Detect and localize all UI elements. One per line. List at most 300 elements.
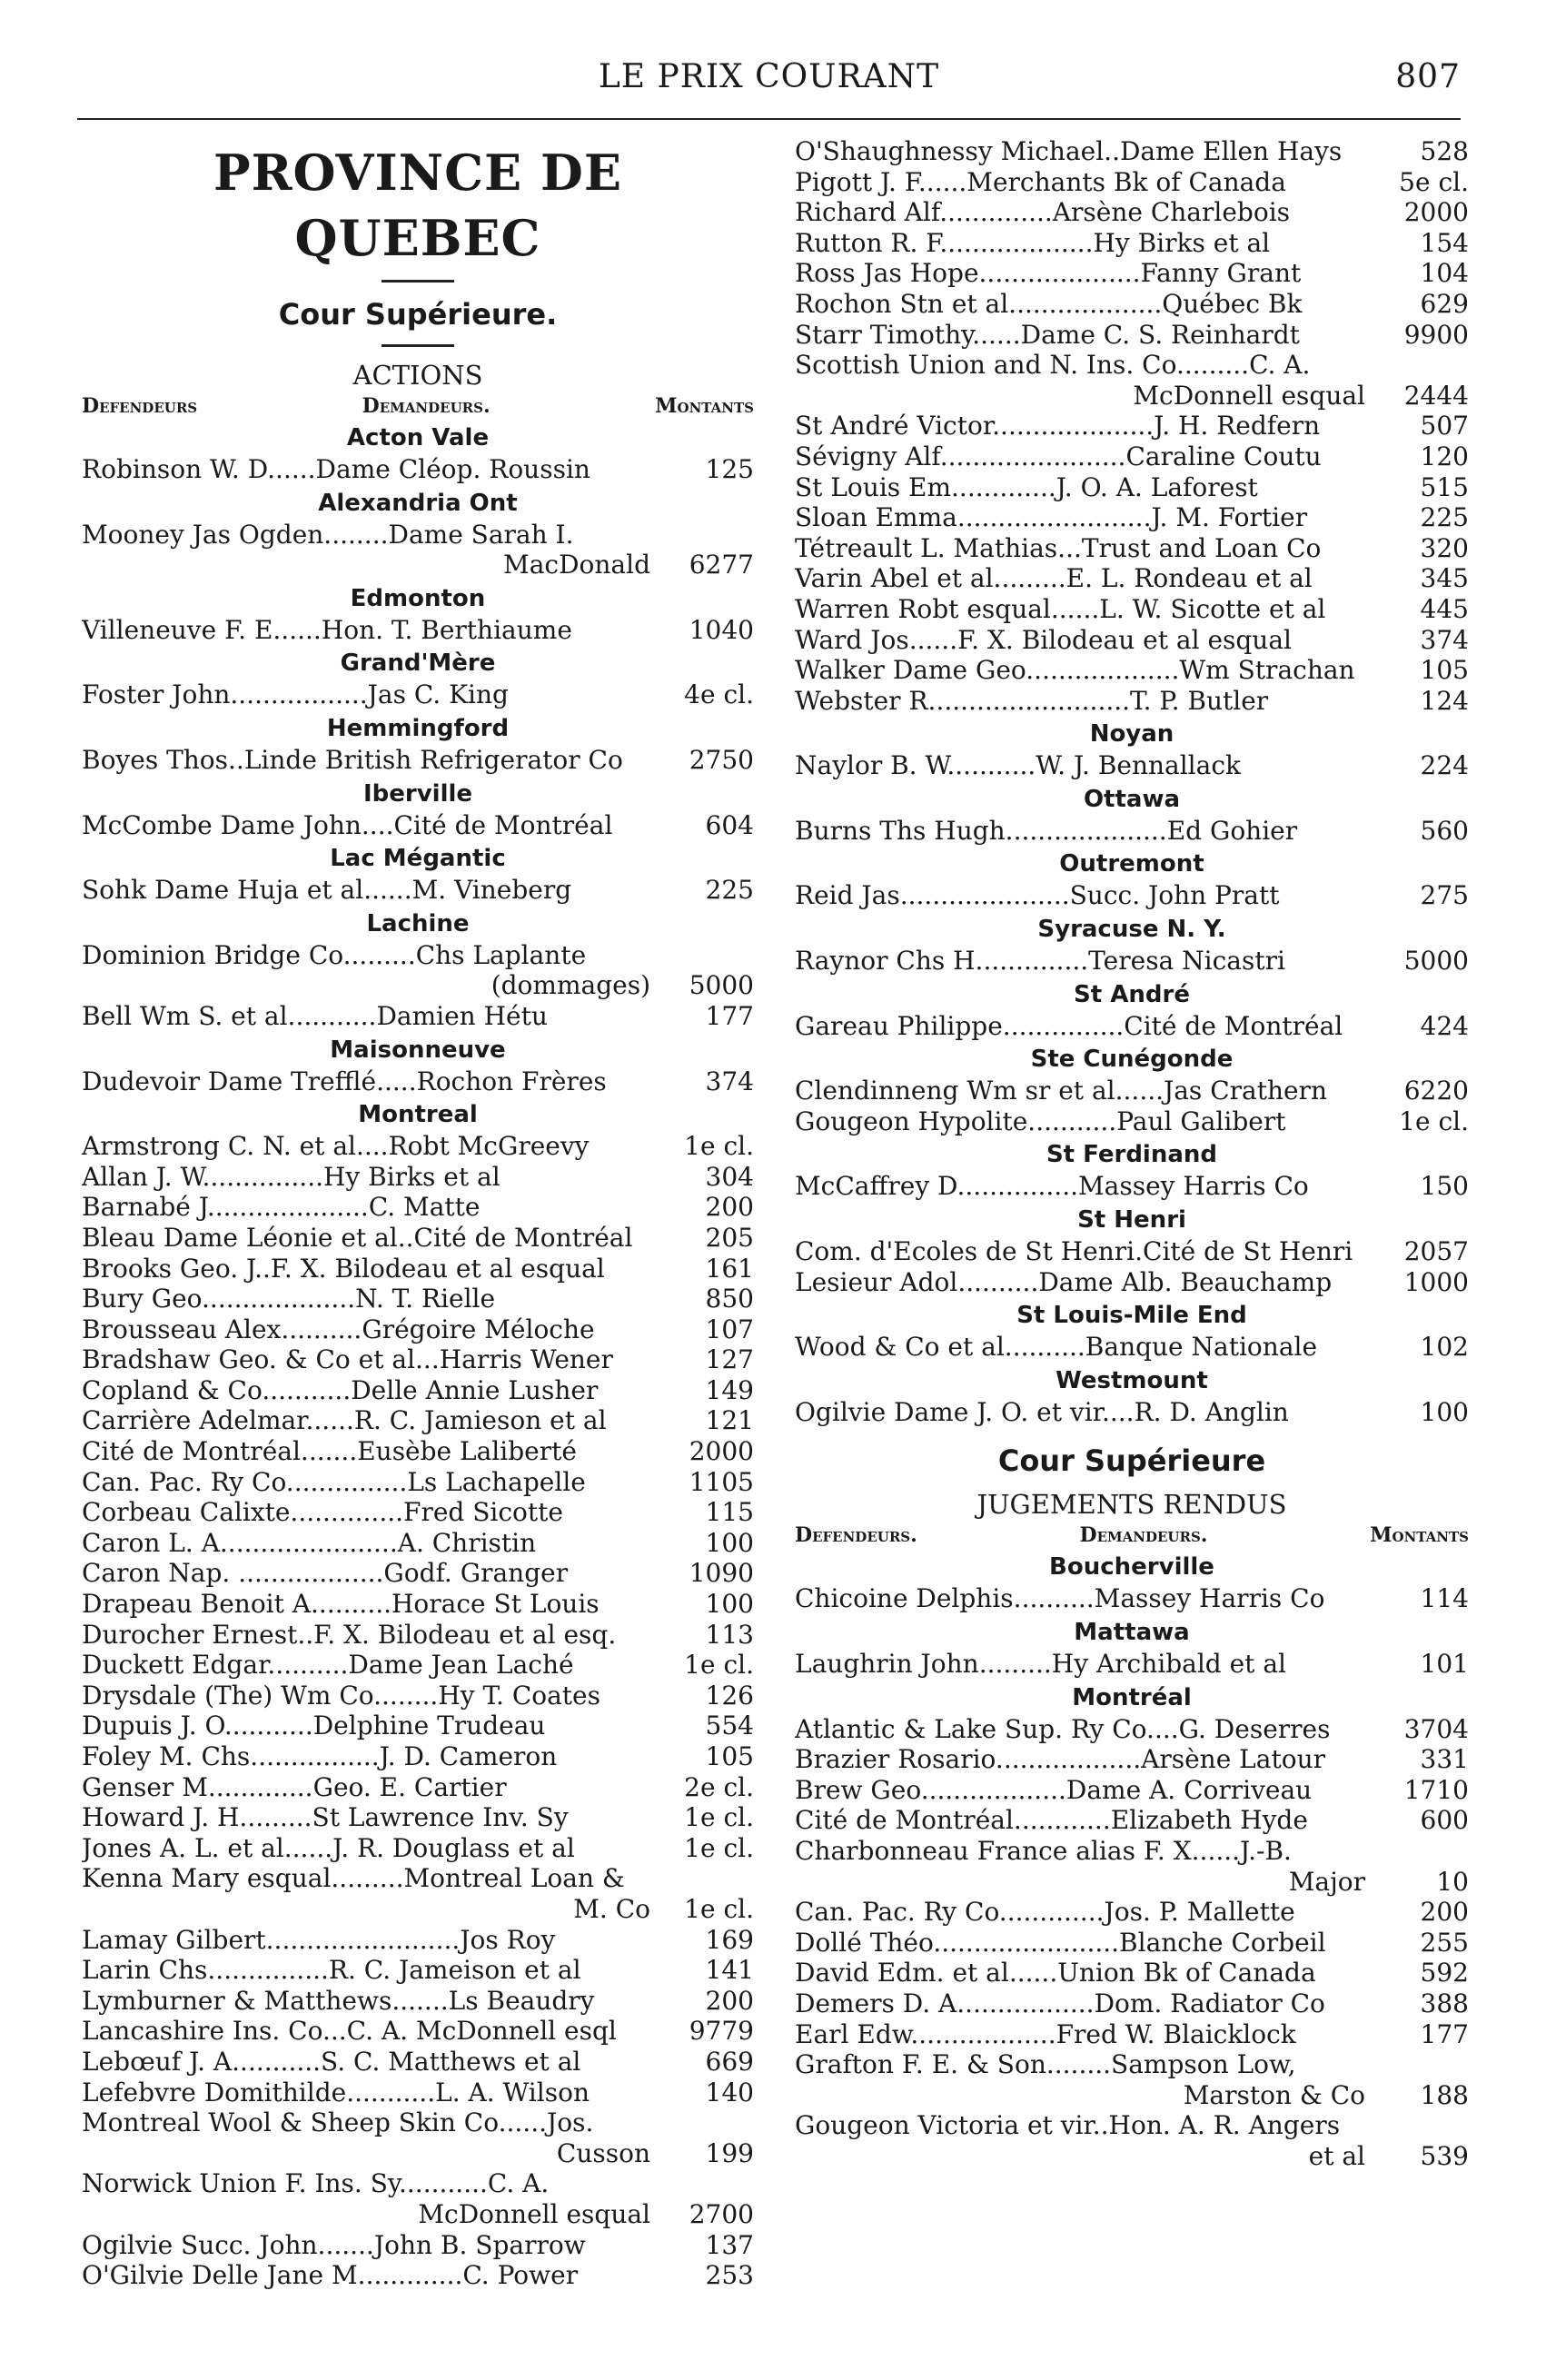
entry-text: Ogilvie Dame J. O. et vir....R. D. Anglin [795,1396,1289,1427]
list-item [82,1066,754,1097]
entry-text: Charbonneau France alias F. X......J.-B. [795,1835,1292,1866]
list-item [82,1375,754,1406]
list-item [82,520,754,550]
list-item [795,1897,1469,1928]
defendeurs-heading: Defendeurs. [795,1523,917,1548]
list-item [82,1772,754,1803]
entry-text: Norwick Union F. Ins. Sy...........C. A. [82,2168,550,2199]
entry-amount: 154 [1420,227,1469,258]
entry-text: McDonnell esqual [418,2198,650,2229]
list-item [82,2107,754,2138]
entry-amount: 225 [705,875,754,906]
entry-text: Foley M. Chs................J. D. Cameron [82,1741,558,1771]
entry-amount: 200 [705,1985,754,2016]
list-item [82,2016,754,2047]
list-item-continuation [82,550,754,580]
list-item [795,1714,1469,1745]
place-heading: Alexandria Ont [318,489,518,517]
journal-title: LE PRIX COURANT [598,58,940,95]
entry-amount: 177 [1420,2018,1469,2049]
list-item [795,136,1469,167]
entry-text: Lymburner & Matthews.......Ls Beaudry [82,1985,595,2016]
list-item [795,594,1469,625]
entry-text: McDonnell esqual [1133,380,1365,411]
entry-amount: 141 [705,1955,754,1986]
entry-text: Scottish Union and N. Ins. Co.........C. A. [795,350,1311,381]
list-item [82,1223,754,1254]
place-heading: Lac Mégantic [330,845,506,873]
entry-text: Caron Nap. ..................Godf. Granger [82,1558,569,1589]
entry-text: Reid Jas.....................Succ. John Pratt [795,880,1280,911]
place-heading: Lachine [366,909,470,937]
list-item [82,1925,754,1956]
entry-amount: 255 [1420,1927,1469,1958]
list-item [82,940,754,971]
entry-text: Mooney Jas Ogden........Dame Sarah I. [82,519,574,550]
judgments-heading: JUGEMENTS RENDUS [976,1489,1287,1521]
entry-text: Can. Pac. Ry Co.............Jos. P. Mallette [795,1897,1295,1928]
entry-amount: 102 [1420,1332,1469,1363]
entry-text: Sohk Dame Huja et al......M. Vineberg [82,875,572,906]
place-heading: Edmonton [350,584,486,612]
entry-text: Lesieur Adol..........Dame Alb. Beauchamp [795,1266,1333,1297]
list-item [795,563,1469,594]
list-item [82,1681,754,1711]
entry-text: Naylor B. W...........W. J. Bennallack [795,750,1241,781]
list-item [795,946,1469,977]
place-heading: Mattawa [1074,1619,1190,1646]
entry-text: Laughrin John.........Hy Archibald et al [795,1649,1286,1679]
entry-text: Grafton F. E. & Son........Sampson Low, [795,2049,1296,2080]
entry-amount: 125 [705,454,754,484]
entry-amount: 1e cl. [1399,1106,1469,1136]
entry-amount: 253 [705,2260,754,2291]
list-item [795,1744,1469,1775]
entry-amount: 121 [705,1405,754,1436]
list-item [82,1558,754,1589]
entry-amount: 331 [1420,1744,1469,1775]
list-item [82,1711,754,1741]
entry-text: St André Victor....................J. H. Redfern [795,411,1321,441]
entry-text: Major [1288,1866,1365,1897]
entry-text: Brazier Rosario..................Arsène Latour [795,1744,1325,1775]
entry-text: Boyes Thos..Linde British Refrigerator Co [82,744,623,775]
entry-amount: 374 [1420,624,1469,655]
court-heading-2: Cour Supérieure [997,1443,1266,1479]
entry-amount: 105 [1420,655,1469,686]
entry-text: Ogilvie Succ. John.......John B. Sparrow [82,2229,586,2260]
list-item [795,502,1469,533]
place-heading: St Louis-Mile End [1016,1302,1247,1330]
montants-heading: Montants [655,394,754,418]
list-item [795,1332,1469,1363]
list-item [82,1162,754,1193]
list-item-continuation [795,2080,1469,2111]
entry-text: Howard J. H.........St Lawrence Inv. Sy [82,1802,569,1833]
list-item [795,686,1469,717]
defendeurs-heading: Defendeurs [82,394,198,418]
montants-heading: Montants [1370,1523,1469,1548]
list-item [82,1314,754,1345]
entry-text: David Edm. et al......Union Bk of Canada [795,1958,1316,1988]
entry-text: Carrière Adelmar......R. C. Jamieson et al [82,1405,607,1436]
list-item [82,1436,754,1467]
place-heading: Acton Vale [346,424,490,451]
entry-amount: 388 [1420,1988,1469,2018]
right-top-entries [795,136,1469,716]
entry-amount: 1090 [689,1558,754,1589]
list-item [795,533,1469,564]
entry-amount: 4e cl. [684,679,754,710]
entry-amount: 1040 [689,614,754,645]
entry-amount: 1710 [1403,1774,1469,1805]
entry-amount: 2057 [1403,1236,1469,1267]
entry-amount: 149 [705,1374,754,1405]
list-item [82,1955,754,1986]
list-item [795,472,1469,503]
divider [382,344,454,347]
entry-amount: 528 [1420,136,1469,166]
list-item [795,1106,1469,1137]
right-sections-2 [795,1552,1469,2171]
list-item [82,615,754,646]
list-item [82,1131,754,1162]
list-item [82,454,754,485]
entry-text: Cité de Montréal............Elizabeth Hyde [795,1805,1308,1836]
entry-text: Marston & Co [1183,2079,1365,2110]
entry-amount: 554 [705,1711,754,1741]
entry-text: Atlantic & Lake Sup. Ry Co....G. Deserres [795,1713,1331,1744]
entry-text: O'Gilvie Delle Jane M.............C. Power [82,2260,579,2291]
entry-text: Earl Edw..................Fred W. Blaicklock [795,2018,1296,2049]
entry-amount: 126 [705,1680,754,1711]
list-item [795,1988,1469,2019]
entry-amount: 515 [1420,471,1469,502]
entry-text: Demers D. A.................Dom. Radiator Co [795,1988,1325,2018]
entry-amount: 374 [705,1066,754,1096]
list-item [82,1192,754,1223]
list-item [82,1802,754,1833]
entry-text: Kenna Mary esqual.........Montreal Loan & [82,1863,625,1894]
entry-amount: 604 [705,809,754,840]
entry-amount: 100 [705,1589,754,1620]
place-heading: Ste Cunégonde [1030,1046,1234,1074]
list-item-continuation [795,381,1469,412]
entry-amount: 1e cl. [684,1802,754,1833]
entry-text: (dommages) [491,970,650,1001]
entry-text: St Louis Em.............J. O. A. Laforest [795,471,1258,502]
entry-amount: 225 [1420,502,1469,533]
entry-text: Durocher Ernest..F. X. Bilodeau et al esq. [82,1619,617,1650]
place-heading: Outremont [1059,850,1204,878]
list-item [82,1528,754,1559]
place-heading: Iberville [362,779,473,808]
entry-text: O'Shaughnessy Michael..Dame Ellen Hays [795,136,1343,166]
list-item [82,1833,754,1864]
entry-text: Copland & Co...........Delle Annie Lusher [82,1374,599,1405]
entry-amount: 5000 [689,970,754,1001]
list-item [82,1497,754,1528]
list-item [795,350,1469,381]
list-item [82,1405,754,1436]
list-item [82,1650,754,1681]
entry-text: Bell Wm S. et al...........Damien Hétu [82,1000,548,1031]
entry-text: Brooks Geo. J..F. X. Bilodeau et al esqual [82,1253,605,1284]
list-item [82,2260,754,2291]
list-item [82,1344,754,1375]
entry-amount: 539 [1420,2140,1469,2171]
entry-amount: 127 [705,1344,754,1375]
entry-amount: 1e cl. [684,1131,754,1162]
place-heading: Westmount [1056,1366,1208,1394]
entry-text: Bury Geo...................N. T. Rielle [82,1284,496,1314]
entry-amount: 445 [1420,593,1469,624]
entry-text: Gougeon Victoria et vir..Hon. A. R. Angers [795,2110,1341,2141]
entry-text: M. Co [573,1893,650,1924]
entry-amount: 140 [705,2077,754,2107]
entry-text: Caron L. A......................A. Christin [82,1527,537,1558]
entry-text: Armstrong C. N. et al....Robt McGreevy [82,1131,590,1162]
entry-text: McCombe Dame John....Cité de Montréal [82,809,613,840]
list-item [82,1589,754,1620]
entry-amount: 104 [1420,258,1469,289]
entry-text: Clendinneng Wm sr et al......Jas Crathern [795,1076,1327,1106]
place-heading: Hemmingford [326,714,510,742]
entry-amount: 600 [1420,1805,1469,1836]
entry-text: Can. Pac. Ry Co...............Ls Lachapelle [82,1466,586,1497]
place-heading: Noyan [1089,720,1174,749]
list-item [82,1620,754,1651]
list-item [795,2049,1469,2080]
entry-amount: 320 [1420,532,1469,563]
entry-text: Raynor Chs H..............Teresa Nicastri [795,946,1285,977]
entry-amount: 205 [705,1222,754,1253]
entry-amount: 113 [705,1619,754,1650]
page-header [77,56,1461,102]
entry-amount: 3704 [1403,1713,1469,1744]
list-item [795,750,1469,781]
list-item [795,1649,1469,1680]
list-item-continuation [82,2199,754,2230]
list-item [795,289,1469,320]
entry-text: Cusson [556,2137,650,2168]
court-heading: Cour Supérieure. [278,297,558,332]
entry-text: Jones A. L. et al......J. R. Douglass et al [82,1832,575,1863]
entry-amount: 304 [705,1161,754,1192]
entry-text: Com. d'Ecoles de St Henri.Cité de St Henri [795,1236,1353,1267]
entry-text: Webster R.........................T. P. Butler [795,685,1269,716]
entry-amount: 592 [1420,1958,1469,1988]
entry-text: Villeneuve F. E......Hon. T. Berthiaume [82,614,572,645]
entry-text: Warren Robt esqual......L. W. Sicotte et al [795,593,1326,624]
entry-amount: 188 [1420,2079,1469,2110]
entry-text: Lancashire Ins. Co...C. A. McDonnell esql [82,2016,617,2047]
place-heading: Ottawa [1083,785,1181,813]
list-item [795,2110,1469,2141]
entry-amount: 115 [705,1497,754,1528]
entry-amount: 200 [705,1192,754,1223]
entry-text: Dollé Théo.......................Blanche Corbeil [795,1927,1326,1958]
list-item [82,2047,754,2078]
list-item [795,1011,1469,1042]
demandeurs-heading: Demandeurs. [1079,1523,1208,1548]
place-heading: St Henri [1077,1206,1186,1235]
entry-amount: 124 [1420,685,1469,716]
entry-text: Walker Dame Geo...................Wm Strachan [795,655,1355,686]
list-item [795,258,1469,289]
entry-amount: 169 [705,1924,754,1955]
entry-amount: 107 [705,1314,754,1344]
list-item [795,1958,1469,1988]
page-number: 807 [1395,58,1461,95]
place-heading: Syracuse N. Y. [1037,916,1226,944]
list-item [795,1397,1469,1428]
province-heading: PROVINCE DE QUEBEC [213,144,622,267]
entry-text: Brousseau Alex..........Grégoire Méloche [82,1314,595,1344]
place-heading: Montreal [358,1101,478,1129]
entry-text: Tétreault L. Mathias...Trust and Loan Co [795,532,1322,563]
entry-text: Pigott J. F......Merchants Bk of Canada [795,166,1286,197]
list-item [795,1836,1469,1867]
entry-amount: 2750 [689,744,754,775]
entry-text: Ross Jas Hope....................Fanny Grant [795,258,1302,289]
entry-text: Chicoine Delphis..........Massey Harris Co [795,1583,1325,1614]
entry-text: Bradshaw Geo. & Co et al...Harris Wener [82,1344,613,1375]
list-item [795,1267,1469,1298]
entry-amount: 2e cl. [684,1771,754,1802]
entry-amount: 6277 [689,550,754,580]
entry-amount: 345 [1420,563,1469,594]
entry-amount: 629 [1420,288,1469,319]
list-item [795,816,1469,847]
entry-amount: 850 [705,1284,754,1314]
place-heading: Boucherville [1049,1553,1214,1582]
list-item-continuation [82,1894,754,1925]
entry-text: Drysdale (The) Wm Co........Hy T. Coates [82,1680,600,1711]
list-item [82,1284,754,1314]
list-item [795,167,1469,198]
list-item [795,320,1469,351]
entry-text: Larin Chs...............R. C. Jameison et al [82,1955,581,1986]
entry-text: Varin Abel et al.........E. L. Rondeau et al [795,563,1313,594]
entry-amount: 1105 [689,1466,754,1497]
list-item [82,1001,754,1032]
entry-text: Lebœuf J. A...........S. C. Matthews et al [82,2046,581,2077]
entry-text: Gareau Philippe...............Cité de Montréal [795,1010,1343,1041]
list-item [795,2019,1469,2050]
entry-text: Sévigny Alf.......................Caraline Coutu [795,441,1322,471]
list-item [795,441,1469,472]
list-item [82,1467,754,1498]
entry-text: Wood & Co et al..........Banque Nationale [795,1332,1318,1363]
entry-text: MacDonald [503,550,650,580]
entry-amount: 120 [1420,441,1469,471]
list-item [795,1775,1469,1806]
entry-amount: 177 [705,1000,754,1031]
entry-amount: 669 [705,2046,754,2077]
right-column [795,136,1469,2172]
entry-amount: 1e cl. [684,1650,754,1681]
list-item [795,1928,1469,1959]
column-headings [82,392,754,420]
list-item-continuation [82,2138,754,2169]
actions-heading: ACTIONS [352,360,483,391]
entry-amount: 100 [1420,1396,1469,1427]
entry-text: McCaffrey D...............Massey Harris Co [795,1171,1309,1202]
entry-text: Cité de Montréal.......Eusèbe Laliberté [82,1436,577,1467]
entry-amount: 2700 [689,2198,754,2229]
entry-amount: 1e cl. [684,1893,754,1924]
place-heading: Montréal [1072,1683,1192,1711]
entry-text: Starr Timothy......Dame C. S. Reinhardt [795,319,1300,350]
place-heading: Maisonneuve [330,1036,506,1064]
entry-amount: 2000 [1403,197,1469,228]
list-item [82,1986,754,2017]
place-heading: St Ferdinand [1046,1141,1218,1169]
entry-amount: 105 [705,1741,754,1771]
list-item [795,1583,1469,1614]
entry-amount: 161 [705,1253,754,1284]
entry-text: Barnabé J....................C. Matte [82,1192,481,1223]
entry-amount: 5000 [1403,946,1469,977]
list-item [82,679,754,710]
left-column [82,136,754,2291]
entry-amount: 224 [1420,750,1469,781]
list-item-continuation [795,1867,1469,1898]
entry-text: et al [1308,2140,1365,2171]
entry-amount: 101 [1420,1649,1469,1679]
demandeurs-heading: Demandeurs. [362,394,491,418]
entry-amount: 2000 [689,1436,754,1467]
entry-amount: 424 [1420,1010,1469,1041]
entry-text: Richard Alf..............Arsène Charlebois [795,197,1291,228]
entry-text: Gougeon Hypolite...........Paul Galibert [795,1106,1286,1136]
entry-text: Duckett Edgar..........Dame Jean Laché [82,1650,574,1681]
entry-text: Dupuis J. O...........Delphine Trudeau [82,1711,546,1741]
entry-text: Burns Ths Hugh....................Ed Gohier [795,815,1298,846]
entry-amount: 100 [705,1527,754,1558]
right-sections [795,719,1469,1427]
entry-amount: 5e cl. [1399,166,1469,197]
list-item-continuation [795,2141,1469,2172]
list-item [82,745,754,776]
entry-amount: 275 [1420,880,1469,911]
list-item [82,810,754,841]
entry-text: Lamay Gilbert........................Jos Roy [82,1924,556,1955]
place-heading: St André [1074,980,1190,1008]
list-item [82,1254,754,1284]
list-item [82,2168,754,2199]
entry-text: Dudevoir Dame Trefflé.....Rochon Frères [82,1066,607,1096]
list-item [795,228,1469,259]
entry-text: Rochon Stn et al...................Québec Bk [795,288,1303,319]
list-item [82,1741,754,1772]
entry-text: Montreal Wool & Sheep Skin Co......Jos. [82,2107,594,2138]
entry-amount: 10 [1436,1866,1469,1897]
list-item [795,1236,1469,1267]
entry-text: Ward Jos......F. X. Bilodeau et al esqual [795,624,1292,655]
list-item [795,1805,1469,1836]
list-item [795,411,1469,441]
entry-text: Lefebvre Domithilde...........L. A. Wilson [82,2077,590,2107]
list-item [82,875,754,906]
column-headings-2 [795,1522,1469,1549]
list-item [82,2078,754,2108]
entry-amount: 9900 [1403,319,1469,350]
entry-text: Dominion Bridge Co.........Chs Laplante [82,939,587,970]
header-rule [77,118,1461,120]
entry-text: Bleau Dame Léonie et al..Cité de Montréal [82,1222,633,1253]
